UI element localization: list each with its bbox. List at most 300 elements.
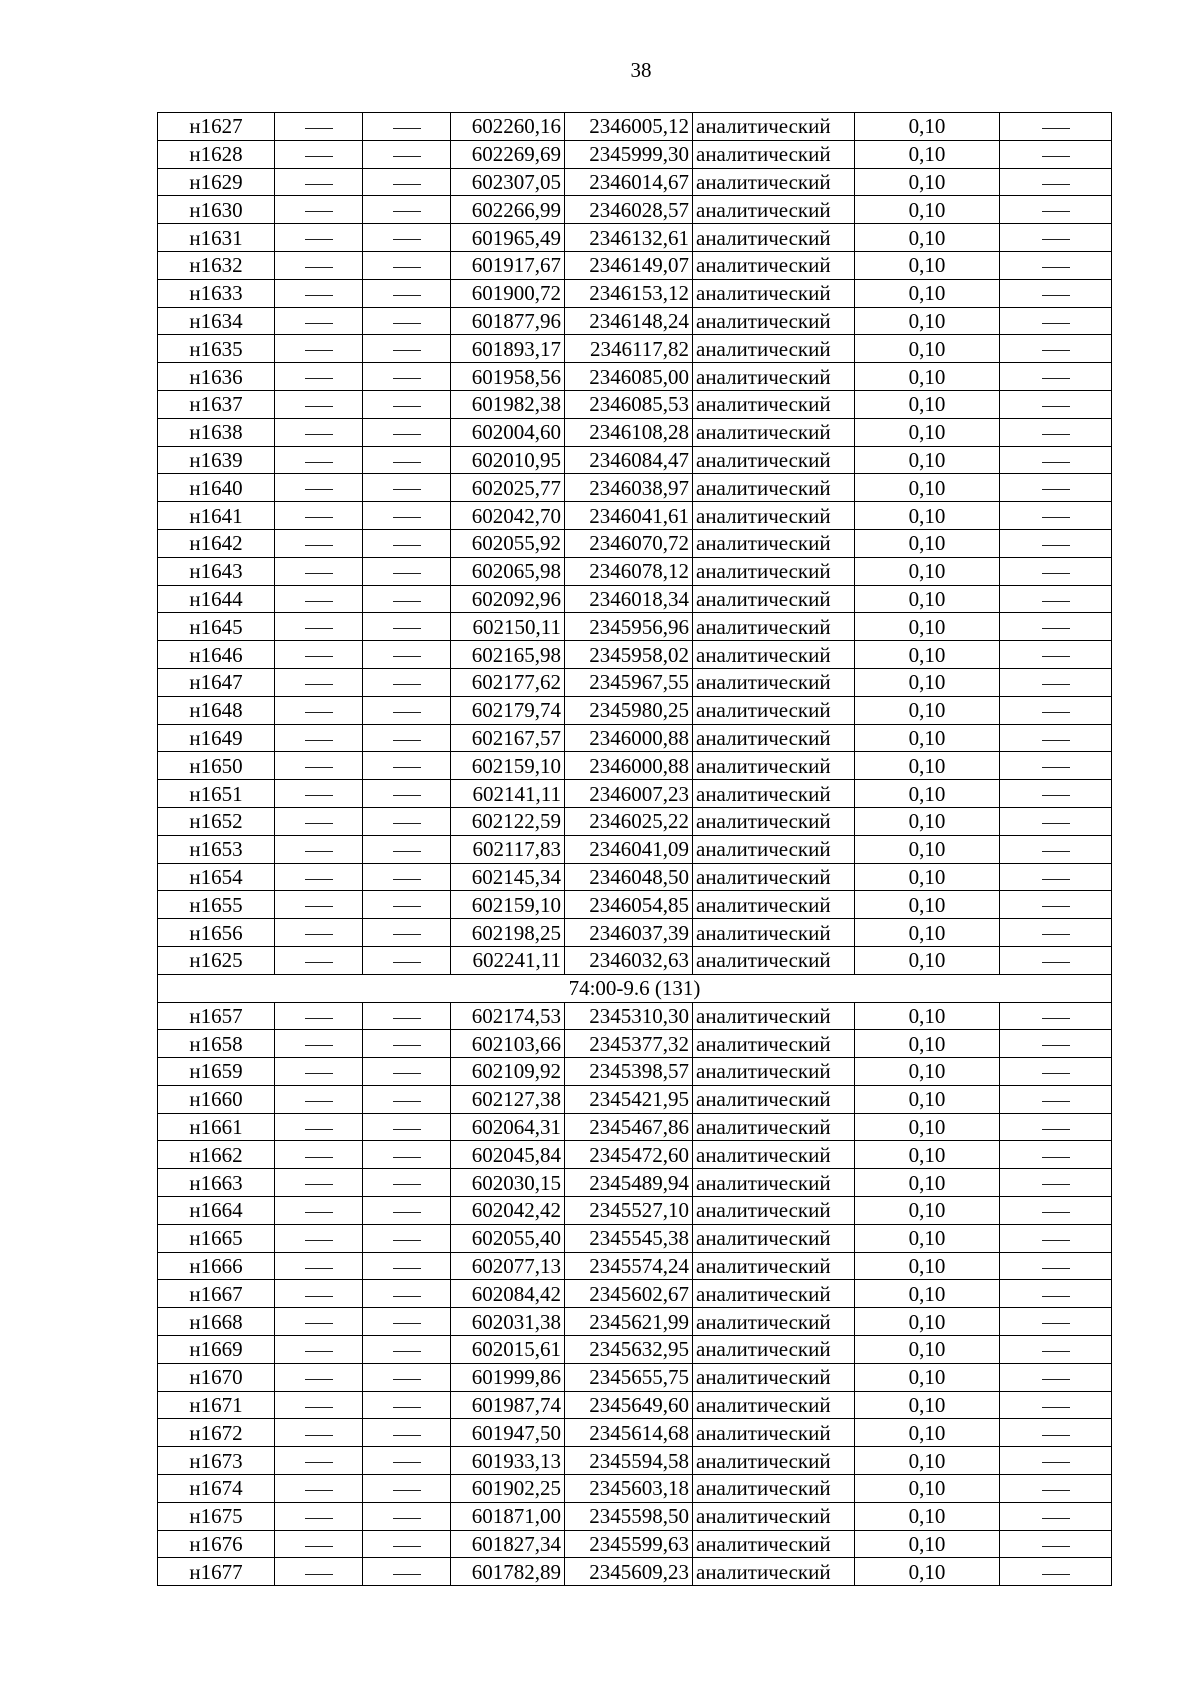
method-cell: аналитический [693,1363,855,1391]
method-cell: аналитический [693,752,855,780]
dash-mark [305,1018,333,1019]
old-y-cell [363,1030,451,1058]
dash-mark [305,879,333,880]
description-cell [1000,1308,1112,1336]
new-y-cell: 2345999,30 [565,140,693,168]
table-row [158,474,1112,502]
dash-mark [1042,378,1070,379]
point-name: н1628 [158,140,275,168]
dash-mark [1042,1268,1070,1269]
dash-mark [1042,1212,1070,1213]
description-cell [1000,196,1112,224]
accuracy-cell: 0,10 [855,529,1000,557]
description-cell [1000,863,1112,891]
description-cell [1000,1530,1112,1558]
method-cell: аналитический [693,835,855,863]
old-y-cell [363,1113,451,1141]
accuracy-cell: 0,10 [855,1391,1000,1419]
description-cell [1000,529,1112,557]
dash-mark [305,1323,333,1324]
accuracy-cell: 0,10 [855,696,1000,724]
old-y-cell [363,474,451,502]
old-y-cell [363,140,451,168]
old-x-cell [275,1558,363,1586]
description-cell [1000,363,1112,391]
new-y-cell: 2346037,39 [565,919,693,947]
old-y-cell [363,1002,451,1030]
point-name: н1642 [158,529,275,557]
dash-mark [1042,1018,1070,1019]
old-y-cell [363,224,451,252]
table-row [158,168,1112,196]
method-cell: аналитический [693,1308,855,1336]
point-name: н1652 [158,807,275,835]
description-cell [1000,1502,1112,1530]
old-y-cell [363,1058,451,1086]
dash-mark [305,211,333,212]
description-cell [1000,1252,1112,1280]
new-x-cell: 602030,15 [451,1169,565,1197]
accuracy-cell: 0,10 [855,335,1000,363]
description-cell [1000,113,1112,141]
table-row [158,613,1112,641]
old-x-cell [275,390,363,418]
point-name: н1673 [158,1447,275,1475]
dash-mark [305,128,333,129]
method-cell: аналитический [693,1336,855,1364]
accuracy-cell: 0,10 [855,1475,1000,1503]
dash-mark [1042,239,1070,240]
description-cell [1000,1391,1112,1419]
table-row [158,752,1112,780]
old-y-cell [363,1419,451,1447]
new-x-cell: 602260,16 [451,113,565,141]
new-y-cell: 2345632,95 [565,1336,693,1364]
old-y-cell [363,1530,451,1558]
dash-mark [305,406,333,407]
dash-mark [1042,1518,1070,1519]
table-row [158,1280,1112,1308]
new-x-cell: 601900,72 [451,279,565,307]
new-x-cell: 602004,60 [451,418,565,446]
dash-mark [393,740,421,741]
old-y-cell [363,1363,451,1391]
table-row [158,390,1112,418]
old-x-cell [275,1002,363,1030]
method-cell: аналитический [693,363,855,391]
new-y-cell: 2345598,50 [565,1502,693,1530]
dash-mark [305,545,333,546]
point-name: н1646 [158,641,275,669]
dash-mark [1042,1045,1070,1046]
table-row [158,113,1112,141]
old-y-cell [363,1252,451,1280]
dash-mark [393,1462,421,1463]
dash-mark [1042,1574,1070,1575]
accuracy-cell: 0,10 [855,251,1000,279]
dash-mark [393,1212,421,1213]
old-x-cell [275,418,363,446]
dash-mark [393,156,421,157]
method-cell: аналитический [693,335,855,363]
dash-mark [1042,462,1070,463]
method-cell: аналитический [693,1169,855,1197]
description-cell [1000,1141,1112,1169]
dash-mark [305,1268,333,1269]
old-y-cell [363,168,451,196]
old-y-cell [363,335,451,363]
old-x-cell [275,1280,363,1308]
point-name: н1674 [158,1475,275,1503]
dash-mark [305,1129,333,1130]
dash-mark [305,740,333,741]
accuracy-cell: 0,10 [855,418,1000,446]
point-name: н1668 [158,1308,275,1336]
new-x-cell: 601947,50 [451,1419,565,1447]
section-title: 74:00-9.6 (131) [158,974,1112,1002]
new-x-cell: 602179,74 [451,696,565,724]
new-x-cell: 602025,77 [451,474,565,502]
accuracy-cell: 0,10 [855,363,1000,391]
table-row [158,1308,1112,1336]
new-y-cell: 2345958,02 [565,641,693,669]
dash-mark [305,684,333,685]
old-y-cell [363,696,451,724]
point-name: н1630 [158,196,275,224]
dash-mark [1042,656,1070,657]
dash-mark [1042,1351,1070,1352]
new-x-cell: 602065,98 [451,557,565,585]
point-name: н1659 [158,1058,275,1086]
new-x-cell: 602150,11 [451,613,565,641]
table-row [158,1058,1112,1086]
description-cell [1000,696,1112,724]
old-y-cell [363,780,451,808]
dash-mark [1042,323,1070,324]
accuracy-cell: 0,10 [855,196,1000,224]
new-y-cell: 2346000,88 [565,724,693,752]
method-cell: аналитический [693,1447,855,1475]
dash-mark [393,879,421,880]
dash-mark [393,684,421,685]
point-name: н1647 [158,668,275,696]
old-x-cell [275,168,363,196]
table-row [158,1224,1112,1252]
dash-mark [305,601,333,602]
new-y-cell: 2345956,96 [565,613,693,641]
method-cell: аналитический [693,641,855,669]
dash-mark [393,350,421,351]
accuracy-cell: 0,10 [855,863,1000,891]
old-y-cell [363,585,451,613]
dash-mark [305,1407,333,1408]
method-cell: аналитический [693,1197,855,1225]
method-cell: аналитический [693,279,855,307]
new-y-cell: 2346117,82 [565,335,693,363]
method-cell: аналитический [693,1502,855,1530]
new-x-cell: 602092,96 [451,585,565,613]
new-x-cell: 601877,96 [451,307,565,335]
accuracy-cell: 0,10 [855,1113,1000,1141]
new-x-cell: 602177,62 [451,668,565,696]
method-cell: аналитический [693,1030,855,1058]
method-cell: аналитический [693,140,855,168]
method-cell: аналитический [693,1558,855,1586]
table-row [158,863,1112,891]
new-y-cell: 2345609,23 [565,1558,693,1586]
method-cell: аналитический [693,780,855,808]
table-row [158,446,1112,474]
table-row [158,780,1112,808]
description-cell [1000,168,1112,196]
old-x-cell [275,251,363,279]
old-x-cell [275,224,363,252]
dash-mark [1042,545,1070,546]
point-name: н1627 [158,113,275,141]
new-x-cell: 602010,95 [451,446,565,474]
coordinates-table [157,112,1112,1586]
old-x-cell [275,1502,363,1530]
old-y-cell [363,946,451,974]
old-y-cell [363,807,451,835]
new-y-cell: 2346028,57 [565,196,693,224]
description-cell [1000,724,1112,752]
accuracy-cell: 0,10 [855,668,1000,696]
dash-mark [305,295,333,296]
accuracy-cell: 0,10 [855,1169,1000,1197]
old-x-cell [275,1447,363,1475]
new-y-cell: 2345545,38 [565,1224,693,1252]
old-y-cell [363,529,451,557]
accuracy-cell: 0,10 [855,752,1000,780]
table-row [158,279,1112,307]
description-cell [1000,224,1112,252]
new-x-cell: 602174,53 [451,1002,565,1030]
old-y-cell [363,752,451,780]
old-y-cell [363,919,451,947]
point-name: н1644 [158,585,275,613]
point-name: н1667 [158,1280,275,1308]
point-name: н1661 [158,1113,275,1141]
dash-mark [305,1518,333,1519]
new-y-cell: 2345310,30 [565,1002,693,1030]
old-x-cell [275,502,363,530]
accuracy-cell: 0,10 [855,1308,1000,1336]
method-cell: аналитический [693,1530,855,1558]
old-y-cell [363,390,451,418]
accuracy-cell: 0,10 [855,1252,1000,1280]
method-cell: аналитический [693,502,855,530]
old-x-cell [275,1141,363,1169]
accuracy-cell: 0,10 [855,780,1000,808]
dash-mark [305,906,333,907]
accuracy-cell: 0,10 [855,1085,1000,1113]
point-name: н1654 [158,863,275,891]
description-cell [1000,1085,1112,1113]
table-row [158,502,1112,530]
point-name: н1633 [158,279,275,307]
accuracy-cell: 0,10 [855,835,1000,863]
dash-mark [1042,962,1070,963]
point-name: н1677 [158,1558,275,1586]
dash-mark [1042,517,1070,518]
old-y-cell [363,1558,451,1586]
point-name: н1634 [158,307,275,335]
dash-mark [393,823,421,824]
new-x-cell: 601982,38 [451,390,565,418]
old-y-cell [363,557,451,585]
table-row [158,696,1112,724]
table-row [158,891,1112,919]
new-y-cell: 2346038,97 [565,474,693,502]
dash-mark [1042,489,1070,490]
dash-mark [1042,1323,1070,1324]
old-x-cell [275,724,363,752]
old-x-cell [275,1224,363,1252]
table-row [158,585,1112,613]
point-name: н1653 [158,835,275,863]
old-x-cell [275,1419,363,1447]
new-x-cell: 602084,42 [451,1280,565,1308]
new-x-cell: 602167,57 [451,724,565,752]
dash-mark [393,851,421,852]
old-y-cell [363,1308,451,1336]
old-x-cell [275,446,363,474]
old-x-cell [275,668,363,696]
new-x-cell: 602055,92 [451,529,565,557]
accuracy-cell: 0,10 [855,1197,1000,1225]
table-row [158,196,1112,224]
table-row [158,668,1112,696]
dash-mark [1042,823,1070,824]
new-x-cell: 602266,99 [451,196,565,224]
old-x-cell [275,863,363,891]
old-x-cell [275,140,363,168]
old-x-cell [275,307,363,335]
old-y-cell [363,724,451,752]
description-cell [1000,279,1112,307]
accuracy-cell: 0,10 [855,557,1000,585]
new-y-cell: 2345472,60 [565,1141,693,1169]
new-x-cell: 602141,11 [451,780,565,808]
new-y-cell: 2345467,86 [565,1113,693,1141]
new-y-cell: 2345421,95 [565,1085,693,1113]
new-x-cell: 602159,10 [451,752,565,780]
new-x-cell: 602109,92 [451,1058,565,1086]
accuracy-cell: 0,10 [855,641,1000,669]
description-cell [1000,1336,1112,1364]
old-x-cell [275,1363,363,1391]
dash-mark [305,1435,333,1436]
point-name: н1663 [158,1169,275,1197]
description-cell [1000,390,1112,418]
dash-mark [305,1045,333,1046]
dash-mark [1042,879,1070,880]
description-cell [1000,1030,1112,1058]
old-x-cell [275,1085,363,1113]
method-cell: аналитический [693,696,855,724]
new-y-cell: 2346070,72 [565,529,693,557]
dash-mark [305,378,333,379]
new-x-cell: 602045,84 [451,1141,565,1169]
new-y-cell: 2346014,67 [565,168,693,196]
dash-mark [393,128,421,129]
new-y-cell: 2346084,47 [565,446,693,474]
new-x-cell: 602307,05 [451,168,565,196]
point-name: н1655 [158,891,275,919]
new-y-cell: 2346054,85 [565,891,693,919]
accuracy-cell: 0,10 [855,1141,1000,1169]
accuracy-cell: 0,10 [855,1363,1000,1391]
description-cell [1000,752,1112,780]
dash-mark [305,1101,333,1102]
old-y-cell [363,1336,451,1364]
new-y-cell: 2346041,61 [565,502,693,530]
accuracy-cell: 0,10 [855,1530,1000,1558]
new-y-cell: 2346048,50 [565,863,693,891]
page-number: 38 [630,58,652,82]
dash-mark [393,573,421,574]
dash-mark [393,656,421,657]
dash-mark [393,295,421,296]
new-x-cell: 601958,56 [451,363,565,391]
old-y-cell [363,613,451,641]
dash-mark [1042,1379,1070,1380]
old-x-cell [275,1113,363,1141]
old-x-cell [275,835,363,863]
section-row [158,974,1112,1002]
accuracy-cell: 0,10 [855,140,1000,168]
description-cell [1000,780,1112,808]
accuracy-cell: 0,10 [855,279,1000,307]
accuracy-cell: 0,10 [855,1558,1000,1586]
new-x-cell: 601933,13 [451,1447,565,1475]
dash-mark [1042,1490,1070,1491]
dash-mark [1042,350,1070,351]
dash-mark [1042,1157,1070,1158]
description-cell [1000,641,1112,669]
old-y-cell [363,1085,451,1113]
table-row [158,1197,1112,1225]
description-cell [1000,919,1112,947]
dash-mark [1042,740,1070,741]
method-cell: аналитический [693,807,855,835]
dash-mark [393,1129,421,1130]
method-cell: аналитический [693,529,855,557]
new-x-cell: 602042,70 [451,502,565,530]
method-cell: аналитический [693,113,855,141]
new-y-cell: 2346041,09 [565,835,693,863]
dash-mark [393,1018,421,1019]
dash-mark [393,712,421,713]
new-y-cell: 2346025,22 [565,807,693,835]
dash-mark [393,1268,421,1269]
dash-mark [305,767,333,768]
dash-mark [305,1184,333,1185]
method-cell: аналитический [693,863,855,891]
dash-mark [1042,267,1070,268]
table-row [158,1030,1112,1058]
dash-mark [1042,684,1070,685]
accuracy-cell: 0,10 [855,446,1000,474]
new-x-cell: 602117,83 [451,835,565,863]
table-row [158,1336,1112,1364]
description-cell [1000,1475,1112,1503]
accuracy-cell: 0,10 [855,1336,1000,1364]
dash-mark [393,795,421,796]
point-name: н1631 [158,224,275,252]
description-cell [1000,1280,1112,1308]
